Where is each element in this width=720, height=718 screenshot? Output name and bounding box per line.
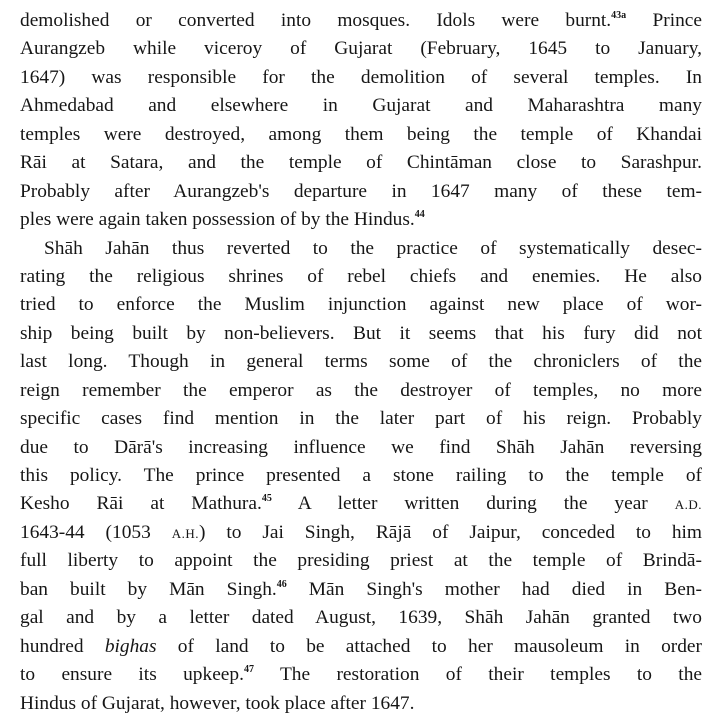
document-page [20,7,702,718]
text-run: due to Dārā's increasing influence we find Shāh Jahān reversing [20,436,702,458]
text-line [20,121,702,149]
text-line [20,405,702,433]
text-run: Kesho Rāi at Mathura. [20,493,262,515]
text-run: Prince [626,10,703,31]
footnote-marker: 43a [611,10,627,21]
text-run: reign remember the emperor as the destroyer of temples, no more [20,379,702,401]
text-run: 1647) was responsible for the demolition of several temples. In [20,66,702,88]
text-line [20,377,702,405]
footnote-marker: 45 [261,493,272,505]
text-line [20,92,702,120]
text-run: this policy. The prince presented a stone railing to the temple of [20,465,702,486]
footnote-marker: 46 [276,578,287,590]
text-line [20,604,702,632]
text-run: last long. Though in general terms some of the chroniclers of the [20,351,702,373]
text-line [20,576,702,604]
text-line [20,348,702,376]
text-run: Aurangzeb while viceroy of Gujarat (February, 1645 to January, [20,38,702,60]
paragraph-2 [20,235,702,718]
text-run: Probably after Aurangzeb's departure in 1647 many of these tem- [20,180,702,202]
text-line [20,291,702,319]
era-abbreviation: A.D. [674,497,702,513]
text-run: 1643-44 (1053 [20,521,172,543]
text-run: tried to enforce the Muslim injunction against new place of wor- [20,294,702,316]
text-run: The restoration of their temples to the [253,664,702,686]
text-line [20,462,702,490]
text-line [20,64,702,92]
text-run: full liberty to appoint the presiding priest at the temple of Brindā- [20,550,702,572]
text-run: hundred [20,635,105,657]
text-run: ) to Jai Singh, Rājā of Jaipur, conceded to him [198,521,702,543]
text-line [20,690,702,718]
text-line [20,320,702,348]
italic-term: bighas [104,635,157,657]
text-run: Ahmedabad and elsewhere in Gujarat and Maharashtra many [20,95,702,117]
text-line [20,35,702,63]
text-run: gal and by a letter dated August, 1639, Shāh Jahān granted two [20,607,702,629]
text-line [20,149,702,177]
text-run: ban built by Mān Singh. [20,578,277,600]
text-line [20,661,702,689]
text-line [20,434,702,462]
text-line [20,490,702,518]
paragraph-1 [20,7,702,235]
text-line [20,206,702,234]
text-run: rating the religious shrines of rebel chiefs and enemies. He also [20,265,702,287]
text-line [20,547,702,575]
text-run: A letter written during the year [271,493,675,515]
text-run: specific cases find mention in the later part of his reign. Probably [20,408,702,430]
text-run: Shāh Jahān thus reverted to the practice of systematically desec- [44,237,702,259]
text-line [20,519,702,547]
text-run: Mān Singh's mother had died in Ben- [286,578,702,600]
text-run: to ensure its upkeep. [20,664,244,686]
text-run: temples were destroyed, among them being the temple of Khandai [20,123,702,145]
text-run: Rāi at Satara, and the temple of Chintāman close to Sarashpur. [20,152,702,174]
text-line [20,178,702,206]
text-run: ship being built by non-believers. But it seems that his fury did not [20,322,702,344]
text-line [20,235,702,263]
text-line [20,633,702,661]
text-run: demolished or converted into mosques. Idols were burnt. [20,10,612,31]
text-line [20,7,702,35]
text-run: Hindus of Gujarat, however, took place after 1647. [20,692,415,714]
text-run: ples were again taken possession of by the Hindus. [20,209,415,231]
text-run: of land to be attached to her mausoleum in order [156,635,702,657]
footnote-marker: 44 [414,209,425,221]
era-abbreviation: A.H. [171,525,199,541]
footnote-marker: 47 [243,664,254,676]
text-line [20,263,702,291]
